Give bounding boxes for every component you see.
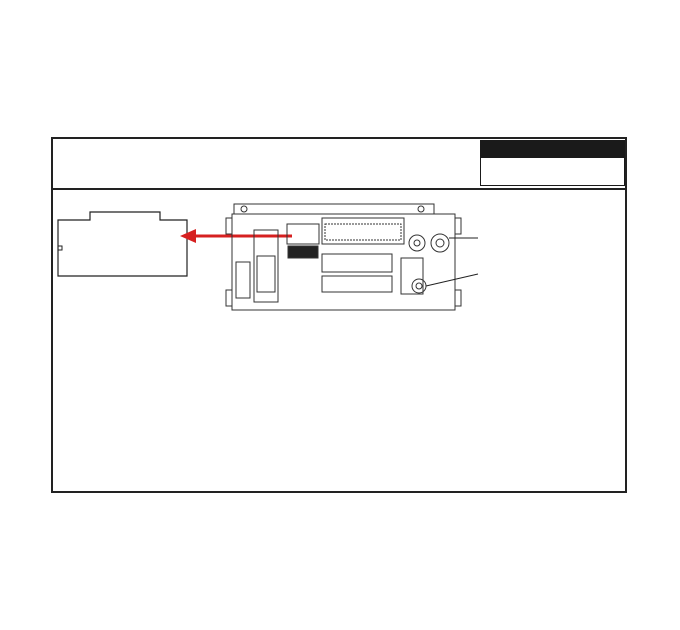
gps-leader-line bbox=[426, 274, 478, 286]
head-unit-rear bbox=[226, 204, 461, 310]
connector-arrow bbox=[180, 229, 292, 243]
iso-connector bbox=[58, 212, 187, 276]
